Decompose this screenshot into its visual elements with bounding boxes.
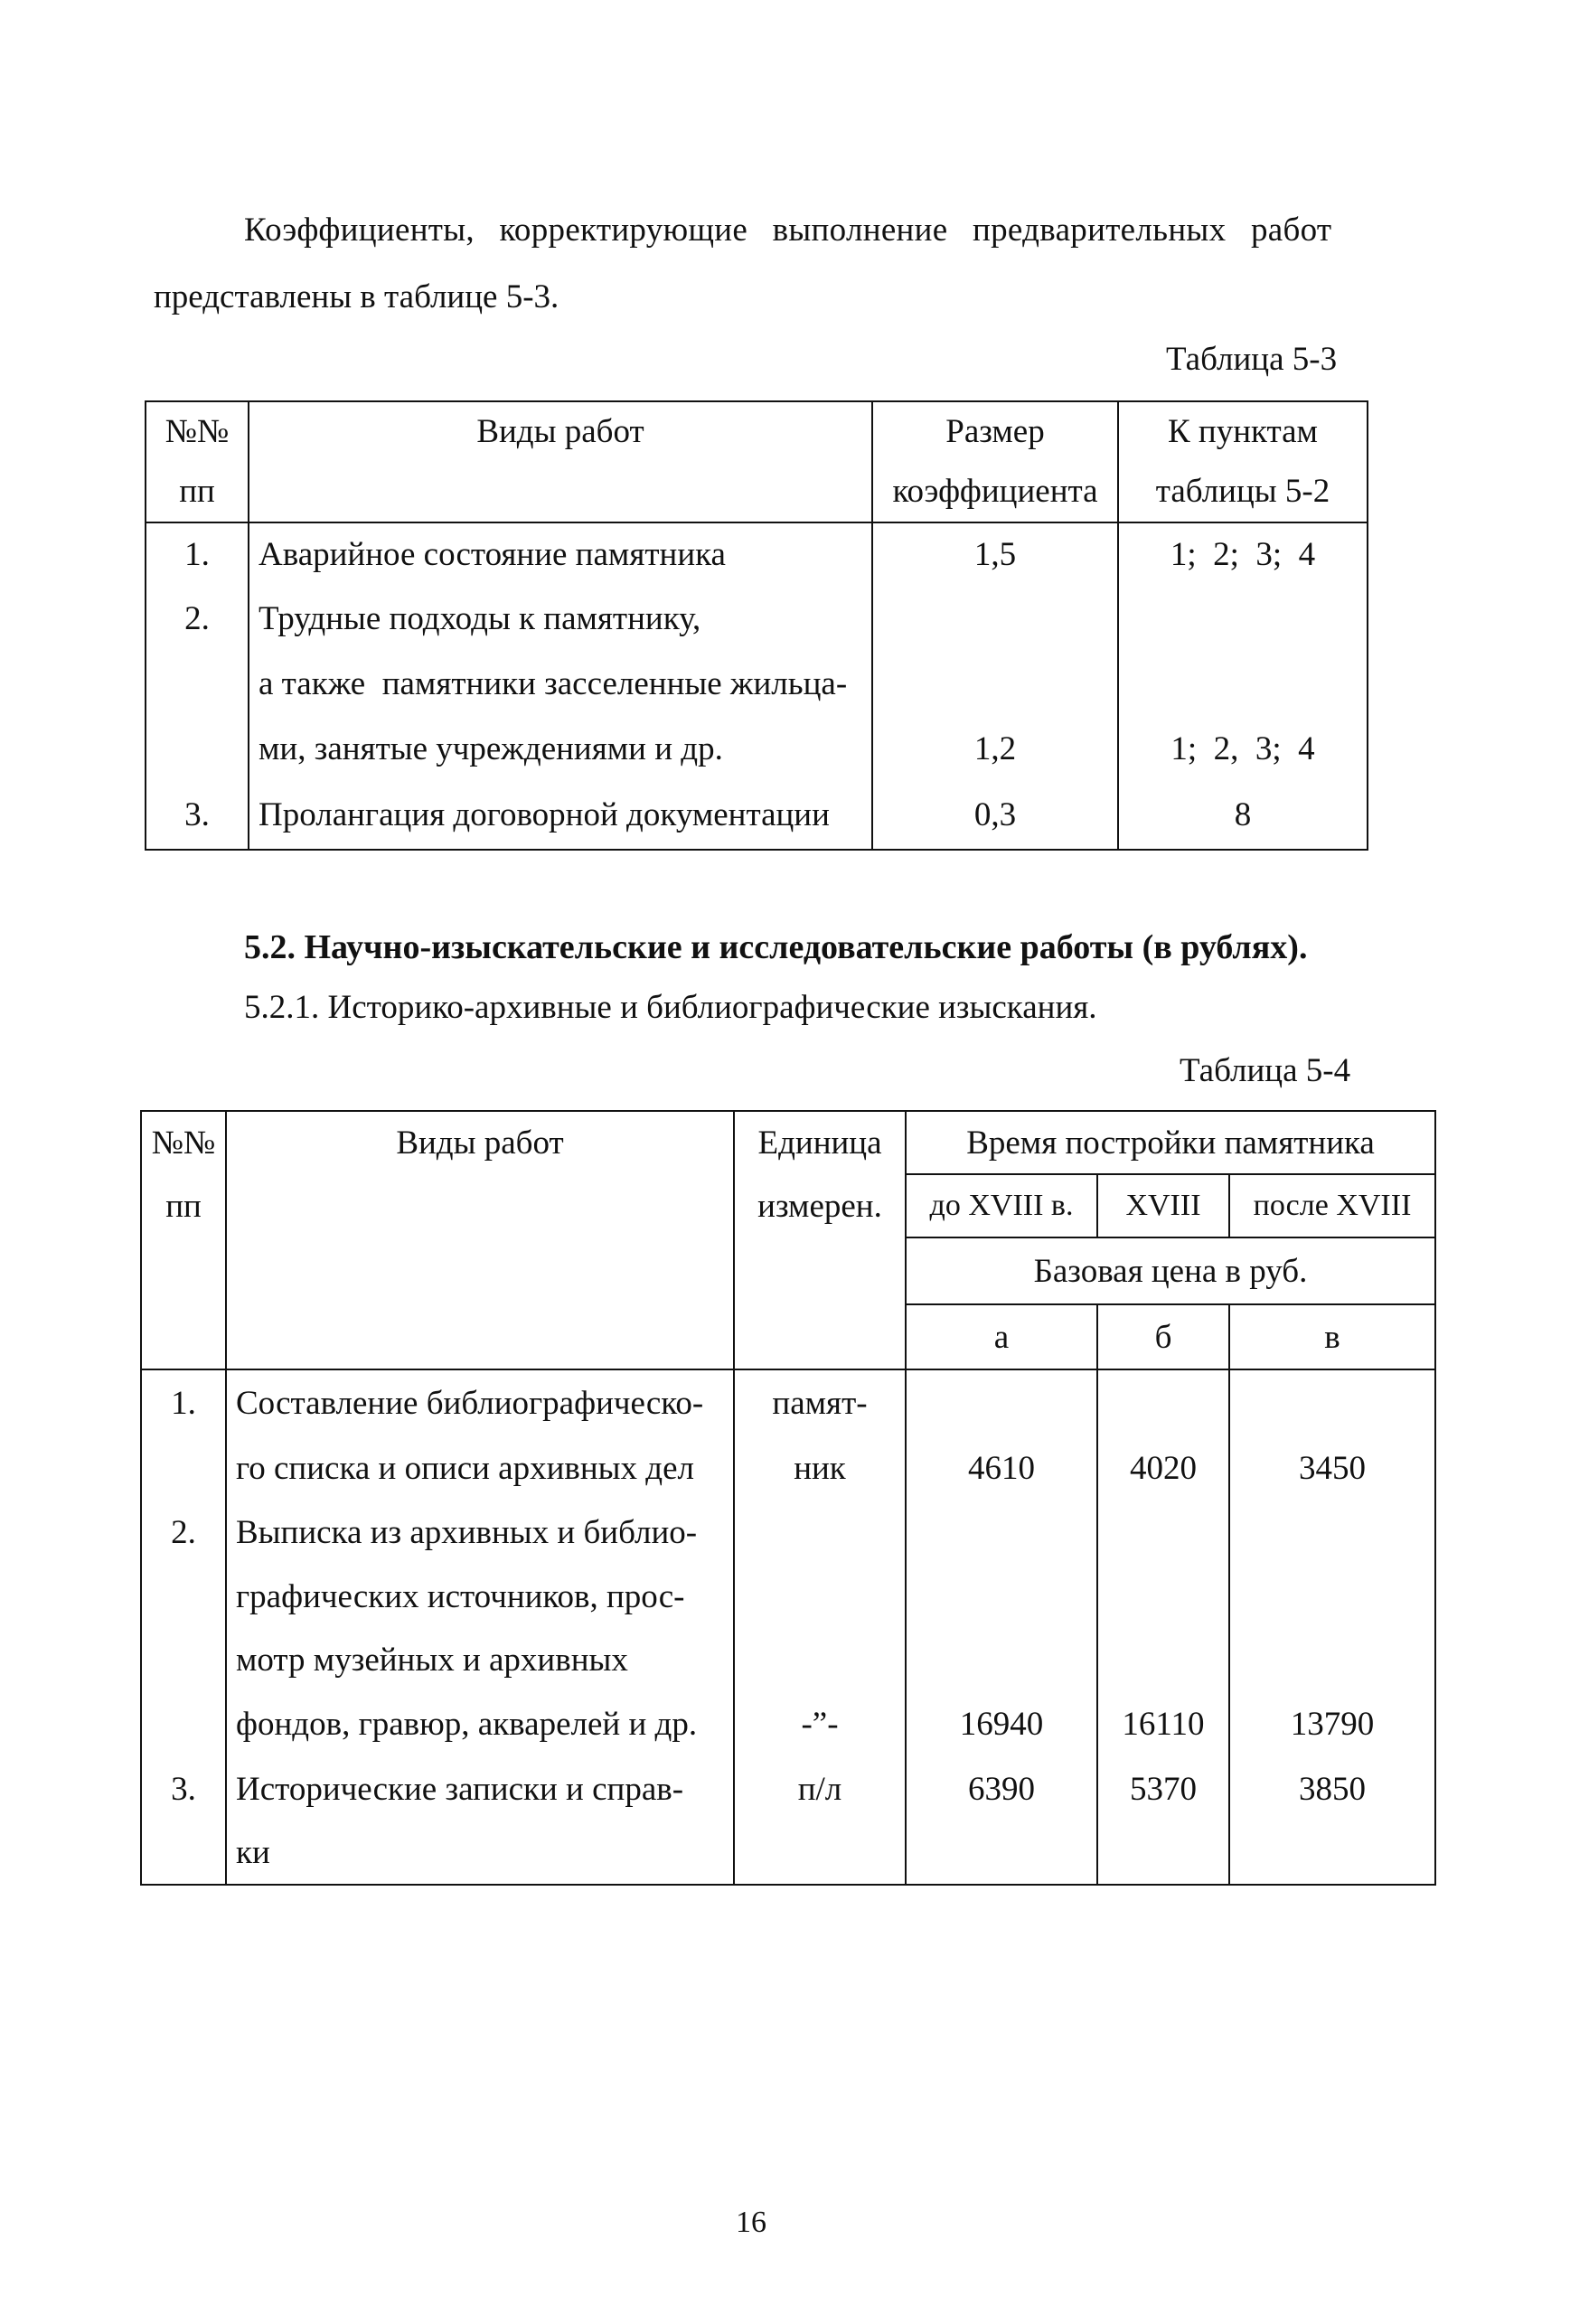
table-row <box>141 1500 1435 1565</box>
row-price-b: 5370 <box>1097 1756 1229 1821</box>
row-work-text: мотр музейных и архивных <box>226 1628 734 1691</box>
header-unit: Единица <box>734 1111 906 1174</box>
empty-cell <box>141 1436 226 1500</box>
empty-cell <box>734 1304 906 1369</box>
header-num: №№ <box>146 401 249 461</box>
empty-cell <box>226 1237 734 1304</box>
header-points: К пунктам <box>1118 401 1368 461</box>
table-5-3-caption: Таблица 5-3 <box>1166 341 1338 378</box>
row-work-text: Трудные подходы к памятнику, <box>249 586 872 651</box>
empty-cell <box>1229 1369 1435 1436</box>
empty-cell <box>1097 1565 1229 1628</box>
empty-cell <box>1229 1628 1435 1691</box>
header-period-after-18: после XVIII <box>1229 1174 1435 1237</box>
row-work-text: Составление библиографическо- <box>226 1369 734 1436</box>
table-5-4-caption: Таблица 5-4 <box>1180 1052 1351 1089</box>
empty-cell <box>141 1821 226 1885</box>
table-row-continuation <box>141 1565 1435 1628</box>
empty-cell <box>226 1304 734 1369</box>
empty-cell <box>734 1628 906 1691</box>
empty-cell <box>1229 1565 1435 1628</box>
row-coefficient: 0,3 <box>872 781 1118 850</box>
row-unit: п/л <box>734 1756 906 1821</box>
header-num-2: пп <box>146 461 249 522</box>
row-coefficient: 1,5 <box>872 522 1118 586</box>
header-base-price: Базовая цена в руб. <box>906 1237 1435 1304</box>
row-coefficient: 1,2 <box>872 716 1118 781</box>
empty-cell <box>141 1691 226 1756</box>
row-price-c: 3450 <box>1229 1436 1435 1500</box>
table-header-row <box>141 1237 1435 1304</box>
header-points-2: таблицы 5-2 <box>1118 461 1368 522</box>
row-work-text: Аварийное состояние памятника <box>249 522 872 586</box>
empty-cell <box>1118 651 1368 716</box>
table-row-continuation <box>141 1691 1435 1756</box>
row-price-b: 16110 <box>1097 1691 1229 1756</box>
row-price-a: 6390 <box>906 1756 1097 1821</box>
row-work-text: фондов, гравюр, акварелей и др. <box>226 1691 734 1756</box>
row-price-b: 4020 <box>1097 1436 1229 1500</box>
row-work-text: графических источников, прос- <box>226 1565 734 1628</box>
empty-cell <box>734 1500 906 1565</box>
section-heading: 5.2. Научно-изыскательские и исследовательские работы (в рублях). <box>244 928 1308 966</box>
header-unit-2: измерен. <box>734 1174 906 1237</box>
header-col-c: в <box>1229 1304 1435 1369</box>
header-coef-2: коэффициента <box>872 461 1118 522</box>
empty-cell <box>1229 1500 1435 1565</box>
row-price-a: 16940 <box>906 1691 1097 1756</box>
header-construction-period: Время постройки памятника <box>906 1111 1435 1174</box>
row-work-text: Выписка из архивных и библио- <box>226 1500 734 1565</box>
row-unit: памят- <box>734 1369 906 1436</box>
table-header-row <box>141 1111 1435 1174</box>
header-coef: Размер <box>872 401 1118 461</box>
row-unit: -”- <box>734 1691 906 1756</box>
header-period-18: XVIII <box>1097 1174 1229 1237</box>
empty-cell <box>734 1565 906 1628</box>
intro-line-1: Коэффициенты, корректирующие выполнение предварительных работ <box>244 212 1332 249</box>
table-row <box>146 522 1368 586</box>
table-row <box>146 586 1368 651</box>
empty-cell <box>141 1237 226 1304</box>
header-col-a: а <box>906 1304 1097 1369</box>
section-subheading: 5.2.1. Историко-архивные и библиографические изыскания. <box>244 989 1097 1026</box>
row-price-c: 3850 <box>1229 1756 1435 1821</box>
empty-cell <box>734 1821 906 1885</box>
empty-cell <box>906 1500 1097 1565</box>
table-row-continuation <box>146 716 1368 781</box>
table-row-continuation <box>141 1821 1435 1885</box>
research-prices-table <box>140 1110 1436 1886</box>
empty-cell <box>1097 1628 1229 1691</box>
table-row-continuation <box>141 1628 1435 1691</box>
row-work-text: ки <box>226 1821 734 1885</box>
empty-cell <box>146 651 249 716</box>
empty-cell <box>141 1565 226 1628</box>
empty-cell <box>906 1565 1097 1628</box>
row-number: 3. <box>146 781 249 850</box>
table-row <box>141 1369 1435 1436</box>
row-work-text: Пролангация договорной документации <box>249 781 872 850</box>
empty-cell <box>141 1304 226 1369</box>
row-work-text: го списка и описи архивных дел <box>226 1436 734 1500</box>
empty-cell <box>1097 1821 1229 1885</box>
empty-cell <box>141 1628 226 1691</box>
row-number: 3. <box>141 1756 226 1821</box>
row-number: 1. <box>141 1369 226 1436</box>
table-header-row <box>141 1304 1435 1369</box>
table-header-row <box>146 401 1368 461</box>
header-works: Виды работ <box>226 1111 734 1174</box>
table-header-row <box>146 461 1368 522</box>
header-num: №№ <box>141 1111 226 1174</box>
header-blank <box>249 461 872 522</box>
empty-cell <box>872 586 1118 651</box>
row-work-text: а также памятники засселенные жильца- <box>249 651 872 716</box>
header-works: Виды работ <box>249 401 872 461</box>
row-price-c: 13790 <box>1229 1691 1435 1756</box>
row-points: 1; 2, 3; 4 <box>1118 716 1368 781</box>
row-number: 2. <box>141 1500 226 1565</box>
empty-cell <box>906 1821 1097 1885</box>
row-points: 1; 2; 3; 4 <box>1118 522 1368 586</box>
empty-cell <box>1097 1369 1229 1436</box>
empty-cell <box>872 651 1118 716</box>
header-col-b: б <box>1097 1304 1229 1369</box>
row-work-text: ми, занятые учреждениями и др. <box>249 716 872 781</box>
empty-cell <box>1229 1821 1435 1885</box>
table-row <box>141 1756 1435 1821</box>
row-points: 8 <box>1118 781 1368 850</box>
empty-cell <box>226 1174 734 1237</box>
page-number: 16 <box>736 2206 766 2239</box>
empty-cell <box>906 1369 1097 1436</box>
empty-cell <box>734 1237 906 1304</box>
table-row <box>146 781 1368 850</box>
row-unit: ник <box>734 1436 906 1500</box>
header-num-2: пп <box>141 1174 226 1237</box>
empty-cell <box>146 716 249 781</box>
table-row-continuation <box>146 651 1368 716</box>
coefficients-table <box>145 400 1368 851</box>
intro-line-2: представлены в таблице 5-3. <box>154 278 559 315</box>
empty-cell <box>1097 1500 1229 1565</box>
empty-cell <box>1118 586 1368 651</box>
row-price-a: 4610 <box>906 1436 1097 1500</box>
header-period-before-18: до XVIII в. <box>906 1174 1097 1237</box>
row-number: 2. <box>146 586 249 651</box>
row-work-text: Исторические записки и справ- <box>226 1756 734 1821</box>
row-number: 1. <box>146 522 249 586</box>
table-header-row <box>141 1174 1435 1237</box>
empty-cell <box>906 1628 1097 1691</box>
table-row-continuation <box>141 1436 1435 1500</box>
